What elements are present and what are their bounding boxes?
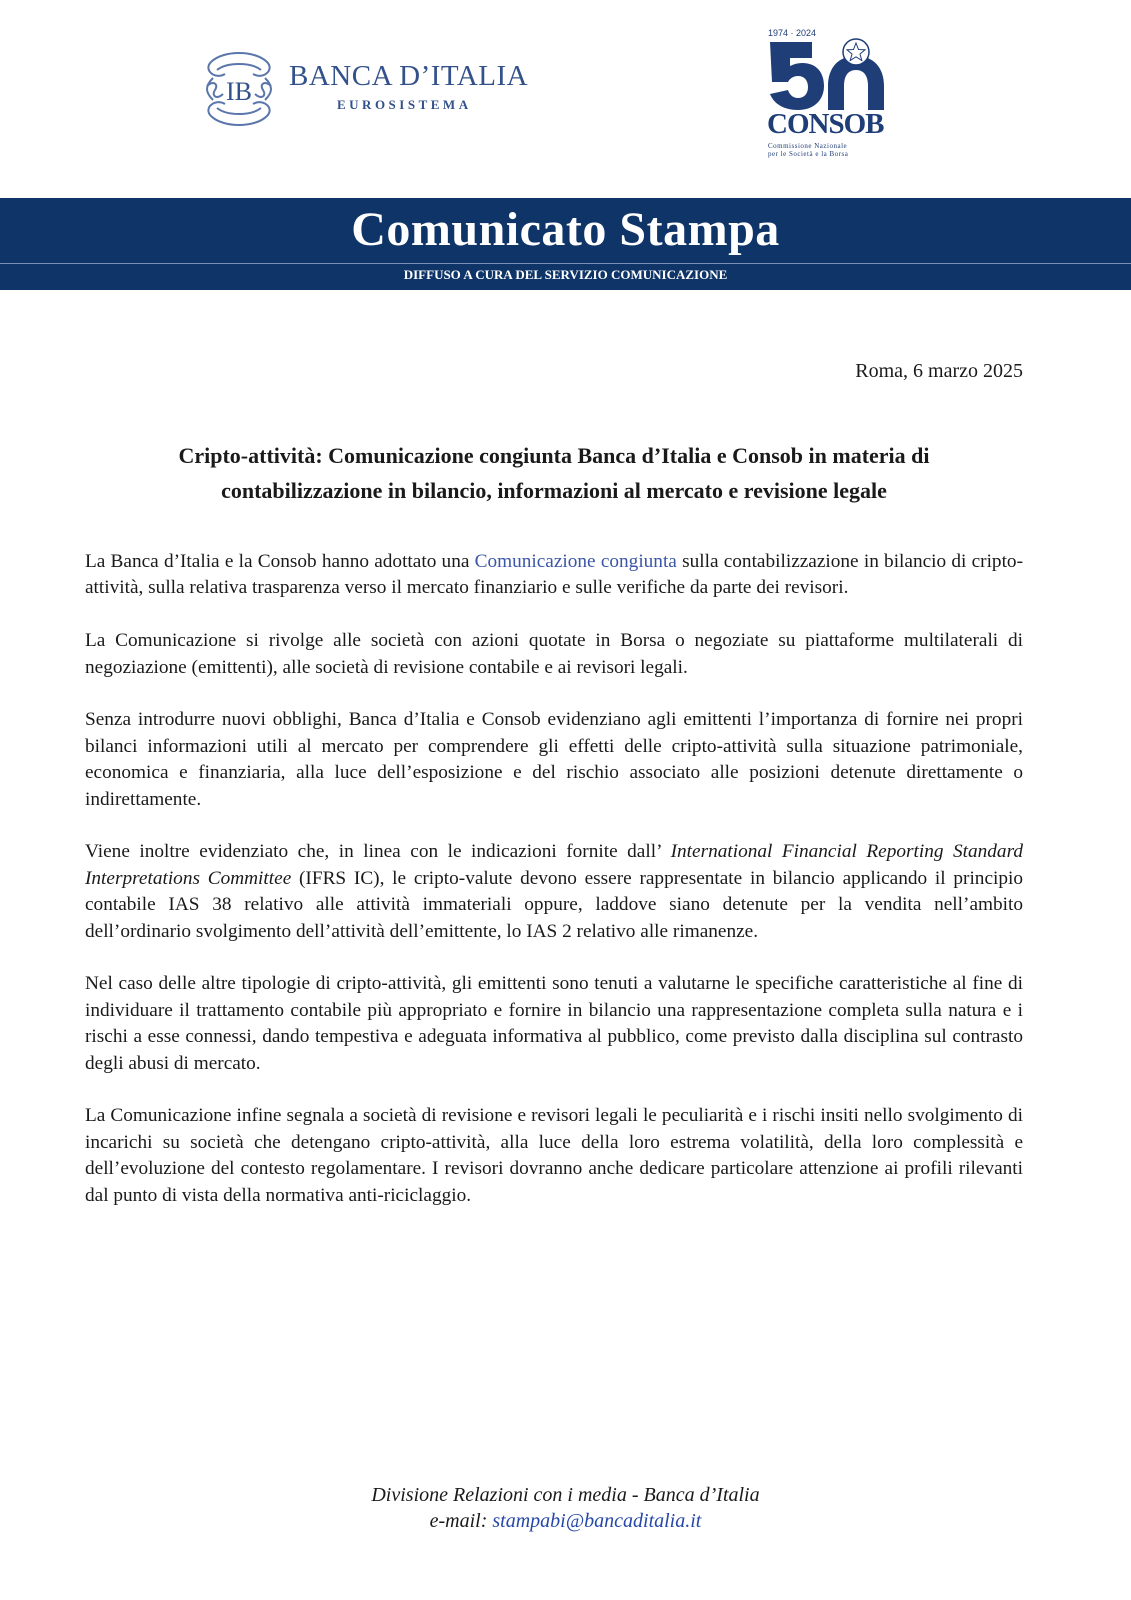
comunicazione-congiunta-link[interactable]: Comunicazione congiunta [474, 551, 677, 572]
consob-years: 1974 · 2024 [768, 28, 817, 38]
release-date: Roma, 6 marzo 2025 [855, 360, 1023, 382]
ifrs-committee-name: International Financial Reporting Standard Interpretations Committee [85, 841, 1023, 889]
body-text [85, 549, 1023, 1235]
paragraph-2: La Comunicazione si rivolge alle società con azioni quotate in Borsa o negoziate su piattaforme multilaterali di negoziazione (emittenti), alle società di revisione contabile e ai revisori legali. [85, 630, 1023, 678]
paragraph-3: Senza introdurre nuovi obblighi, Banca d’Italia e Consob evidenziano agli emittenti l’importanza di fornire nei propri bilanci informazioni utili al mercato per comprendere gli effetti delle cripto-attività sulla situazione patrimoniale, economica e finanziaria, alla luce dell’esposizione e del rischio associato alle posizioni detenute direttamente o indirettamente. [85, 709, 1023, 810]
consob-name: CONSOB [767, 108, 884, 140]
paragraph-5: Nel caso delle altre tipologie di cripto-attività, gli emittenti sono tenuti a valutarne le specifiche caratteristiche al fine di individuare il trattamento contabile più appropriato e fornire in bilancio una rappresentazione completa sulla natura e i rischi a esse connessi, dando tempestiva e adeguata informativa al pubblico, come previsto dalla disciplina sul contrasto degli abusi di mercato. [85, 973, 1023, 1074]
press-release-banner [0, 198, 1131, 290]
headline-line-1: Cripto-attività: Comunicazione congiunta Banca d’Italia e Consob in materia di [178, 443, 930, 468]
eurosistema-label: EUROSISTEMA [337, 97, 472, 112]
banca-italia-logo [203, 50, 533, 130]
banner-subtitle: DIFFUSO A CURA DEL SERVIZIO COMUNICAZIONE [403, 267, 728, 282]
svg-text:IB: IB [226, 77, 252, 106]
footer [0, 1482, 1131, 1534]
footer-email-line: e-mail: stampabi@bancaditalia.it [429, 1510, 702, 1532]
consob-50-emblem-icon [768, 38, 886, 110]
consob-logo [768, 26, 886, 160]
email-link[interactable]: stampabi@bancaditalia.it [492, 1510, 702, 1532]
headline-line-2: contabilizzazione in bilancio, informazioni al mercato e revisione legale [221, 478, 887, 503]
footer-division: Divisione Relazioni con i media - Banca d’Italia [371, 1484, 760, 1506]
paragraph-4: Viene inoltre evidenziato che, in linea con le indicazioni fornite dall’ International Financial Reporting Standard Interpretations Committee (IFRS IC), le cripto-valute devono essere rappresentate in bilancio applicando il principio contabile IAS 38 relativo alle attività immateriali oppure, laddove siano detenute per la vendita nell’ambito dell’ordinario svolgimento dell’attività dell’emittente, lo IAS 2 relativo alle rimanenze. [85, 841, 1023, 942]
paragraph-1: La Banca d’Italia e la Consob hanno adottato una Comunicazione congiunta sulla contabilizzazione in bilancio di cripto-attività, sulla relativa trasparenza verso il mercato finanziario e sulle verifiche da parte dei revisori. [85, 551, 1023, 599]
banca-italia-emblem-icon [203, 50, 275, 128]
banca-italia-name: BANCA D’ITALIA [289, 60, 529, 92]
consob-subtitle: Commissione Nazionale per le Società e la Borsa [768, 142, 849, 158]
banner-title: Comunicato Stampa [351, 203, 780, 256]
headline [85, 438, 1023, 508]
paragraph-6: La Comunicazione infine segnala a società di revisione e revisori legali le peculiarità e i rischi insiti nello svolgimento di incarichi su società che detengano cripto-attività, alla luce della loro estrema volatilità, della loro complessità e dell’evoluzione del contesto regolamentare. I revisori dovranno anche dedicare particolare attenzione ai profili rilevanti dal punto di vista della normativa anti-riciclaggio. [85, 1105, 1023, 1206]
